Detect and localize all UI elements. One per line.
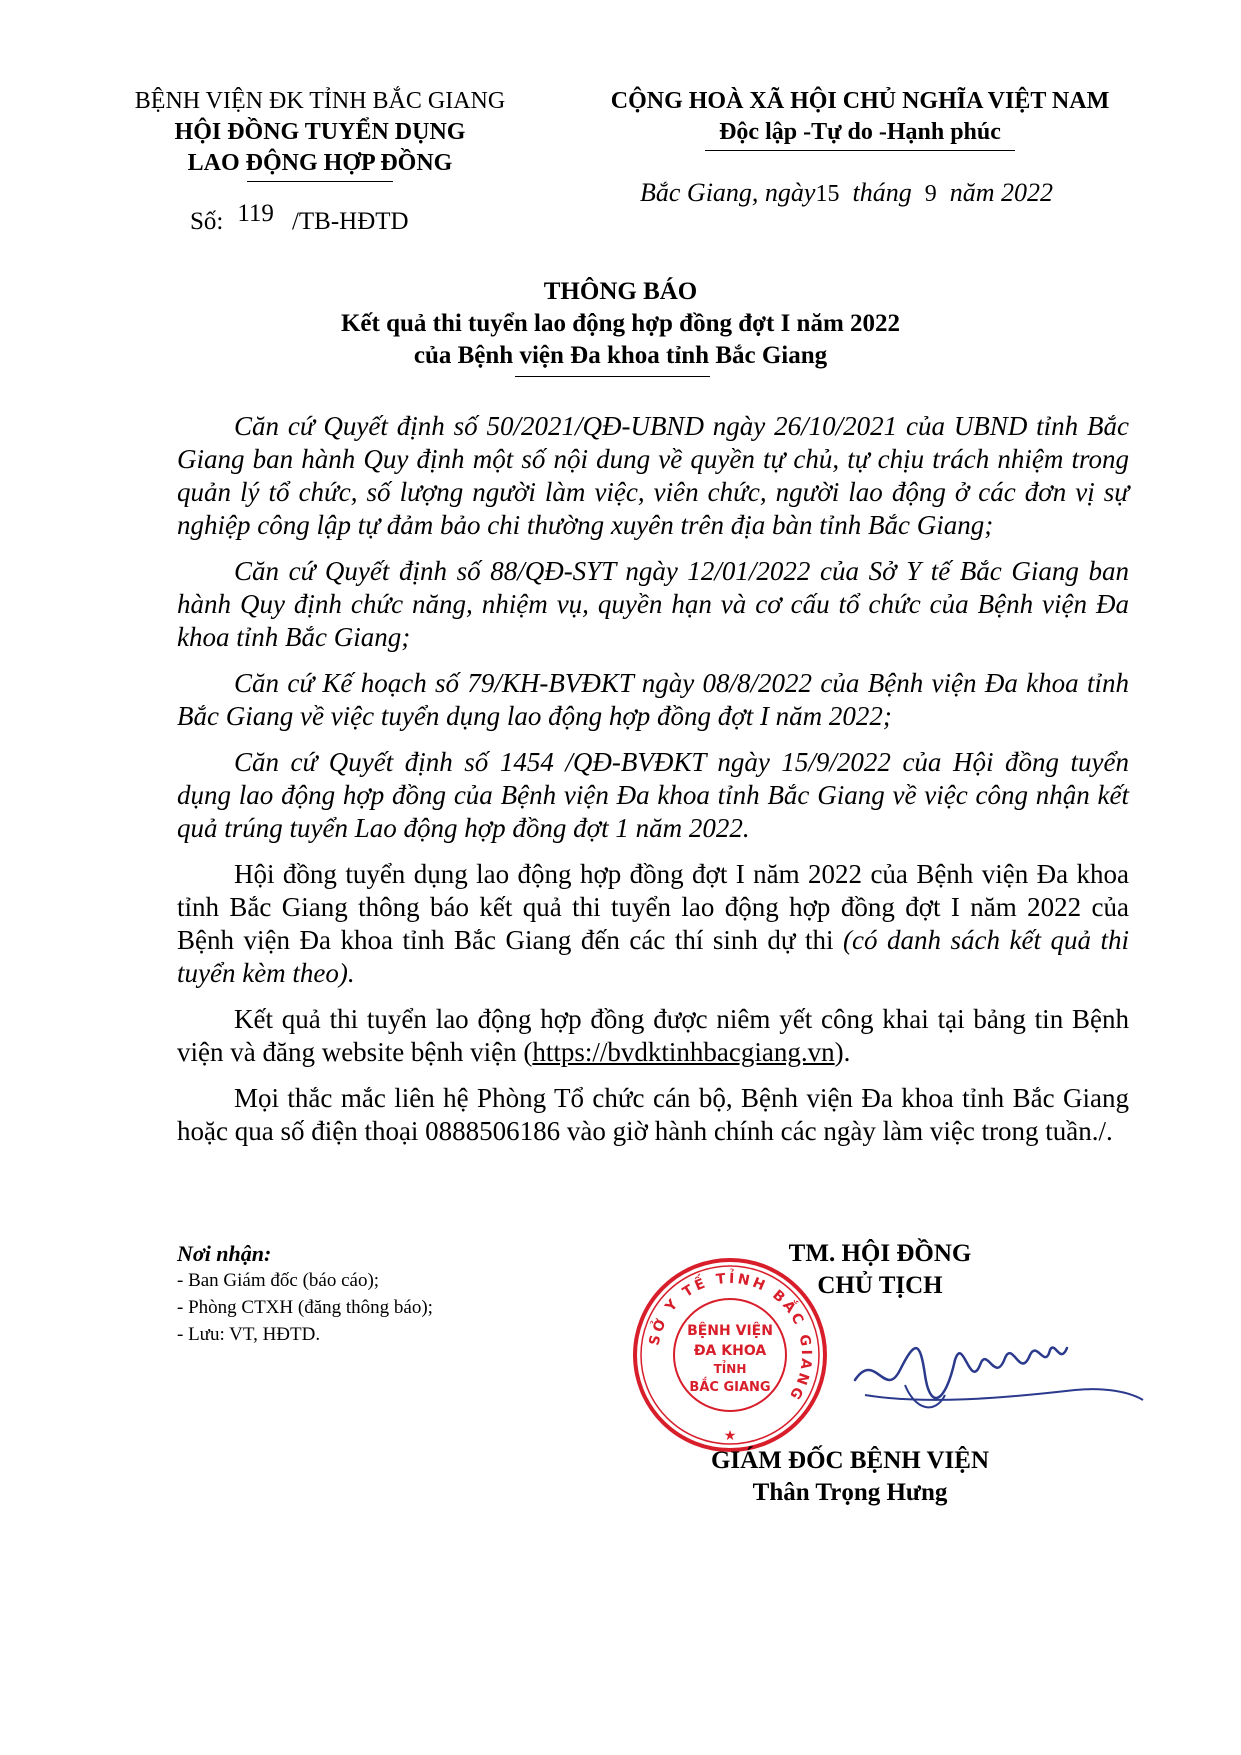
recipient-item: - Phòng CTXH (đăng thông báo); <box>177 1297 433 1318</box>
publication-paragraph <box>177 1003 1129 1069</box>
announcement-text: Hội đồng tuyển dụng lao động hợp đồng đợt I năm 2022 của Bệnh viện Đa khoa tỉnh Bắc Giang thông báo kết quả thi tuyển lao động hợp đồng đợt I năm 2022 của Bệnh viện Đa khoa tỉnh Bắc Giang đến các thí sinh dự thi <box>177 859 1129 955</box>
title-subject: Kết quả thi tuyển lao động hợp đồng đợt I năm 2022 <box>340 310 901 337</box>
national-header <box>580 86 1140 151</box>
national-title: CỘNG HOÀ XÃ HỘI CHỦ NGHĨA VIỆT NAM <box>610 88 1110 114</box>
publication-text: Kết quả thi tuyển lao động hợp đồng được niêm yết công khai tại bảng tin Bệnh viện và đăng website bệnh viện ( <box>177 1004 1129 1067</box>
announcement-paragraph <box>177 858 1129 990</box>
svg-text:SỞ Y TẾ TỈNH BẮC GIANG: SỞ Y TẾ TỈNH BẮC GIANG <box>646 1270 815 1405</box>
recipients-heading: Nơi nhận: <box>177 1241 272 1266</box>
doc-number-label: Số: <box>190 208 224 235</box>
issuer-block <box>110 86 530 182</box>
svg-text:TỈNH: TỈNH <box>713 1362 747 1376</box>
title-heading: THÔNG BÁO <box>543 278 698 305</box>
title-underline <box>515 376 710 377</box>
recipient-item: - Lưu: VT, HĐTD. <box>177 1324 321 1345</box>
legal-basis-3: Căn cứ Kế hoạch số 79/KH-BVĐKT ngày 08/8/2022 của Bệnh viện Đa khoa tỉnh Bắc Giang về việc tuyển dụng lao động hợp đồng đợt I năm 2022; <box>177 668 1129 731</box>
official-seal <box>630 1255 830 1455</box>
signer-title: GIÁM ĐỐC BỆNH VIỆN <box>710 1447 990 1474</box>
legal-basis-2: Căn cứ Quyết định số 88/QĐ-SYT ngày 12/01/2022 của Sở Y tế Bắc Giang ban hành Quy định chức năng, nhiệm vụ, quyền hạn và cơ cấu tổ chức của Bệnh viện Đa khoa tỉnh Bắc Giang; <box>177 556 1129 652</box>
handwritten-signature <box>845 1310 1145 1430</box>
signer-name: Thân Trọng Hưng <box>752 1479 948 1506</box>
signer-block <box>640 1445 1060 1509</box>
website-link[interactable]: https://bvdktinhbacgiang.vn <box>532 1037 835 1067</box>
document-number <box>190 200 409 236</box>
date-day: 15 <box>815 181 840 207</box>
motto-underline <box>705 150 1015 151</box>
svg-text:BẮC GIANG: BẮC GIANG <box>689 1380 771 1395</box>
legal-basis-1: Căn cứ Quyết định số 50/2021/QĐ-UBND ngày 26/10/2021 của UBND tỉnh Bắc Giang ban hành Quy định một số nội dung về quyền tự chủ, tự chịu trách nhiệm trong quản lý tổ chức, số lượng người làm việc, viên chức, người lao động ở các đơn vị sự nghiệp công lập tự đảm bảo chi thường xuyên trên địa bàn tỉnh Bắc Giang; <box>177 411 1129 540</box>
issuer-hospital: BỆNH VIỆN ĐK TỈNH BẮC GIANG <box>134 88 506 114</box>
title-subject-2: của Bệnh viện Đa khoa tỉnh Bắc Giang <box>413 342 828 369</box>
issuer-underline <box>247 181 393 182</box>
notice-title <box>0 276 1241 377</box>
date-year: năm 2022 <box>949 178 1053 207</box>
signature-role: CHỦ TỊCH <box>817 1272 943 1299</box>
contact-paragraph: Mọi thắc mắc liên hệ Phòng Tổ chức cán bộ, Bệnh viện Đa khoa tỉnh Bắc Giang hoặc qua số điện thoại 0888506186 vào giờ hành chính các ngày làm việc trong tuần./. <box>177 1083 1129 1146</box>
svg-text:★: ★ <box>723 1429 737 1444</box>
issuer-council: HỘI ĐỒNG TUYỂN DỤNG <box>174 119 466 145</box>
notice-body <box>177 410 1129 1161</box>
date-month-label: tháng <box>852 178 912 207</box>
doc-number-suffix: /TB-HĐTD <box>291 208 409 235</box>
svg-text:BỆNH VIỆN: BỆNH VIỆN <box>687 1323 773 1339</box>
legal-basis-4: Căn cứ Quyết định số 1454 /QĐ-BVĐKT ngày 15/9/2022 của Hội đồng tuyển dụng lao động hợp đồng của Bệnh viện Đa khoa tỉnh Bắc Giang về việc công nhận kết quả trúng tuyển Lao động hợp đồng đợt 1 năm 2022. <box>177 747 1129 843</box>
publication-end: ). <box>834 1037 851 1067</box>
svg-text:ĐA KHOA: ĐA KHOA <box>693 1343 767 1359</box>
issue-date <box>640 178 1053 208</box>
issuer-council-sub: LAO ĐỘNG HỢP ĐỒNG <box>187 150 453 176</box>
signature-on-behalf: TM. HỘI ĐỒNG <box>788 1240 972 1267</box>
recipients-block <box>177 1240 557 1348</box>
recipient-item: - Ban Giám đốc (báo cáo); <box>177 1270 380 1291</box>
national-motto: Độc lập -Tự do -Hạnh phúc <box>719 119 1001 145</box>
doc-number-value: 119 <box>237 200 274 227</box>
announcement-note: (có danh sách kết quả thi tuyển kèm theo). <box>177 925 1129 988</box>
date-month: 9 <box>924 181 937 207</box>
date-prefix: Bắc Giang, ngày <box>640 178 816 207</box>
